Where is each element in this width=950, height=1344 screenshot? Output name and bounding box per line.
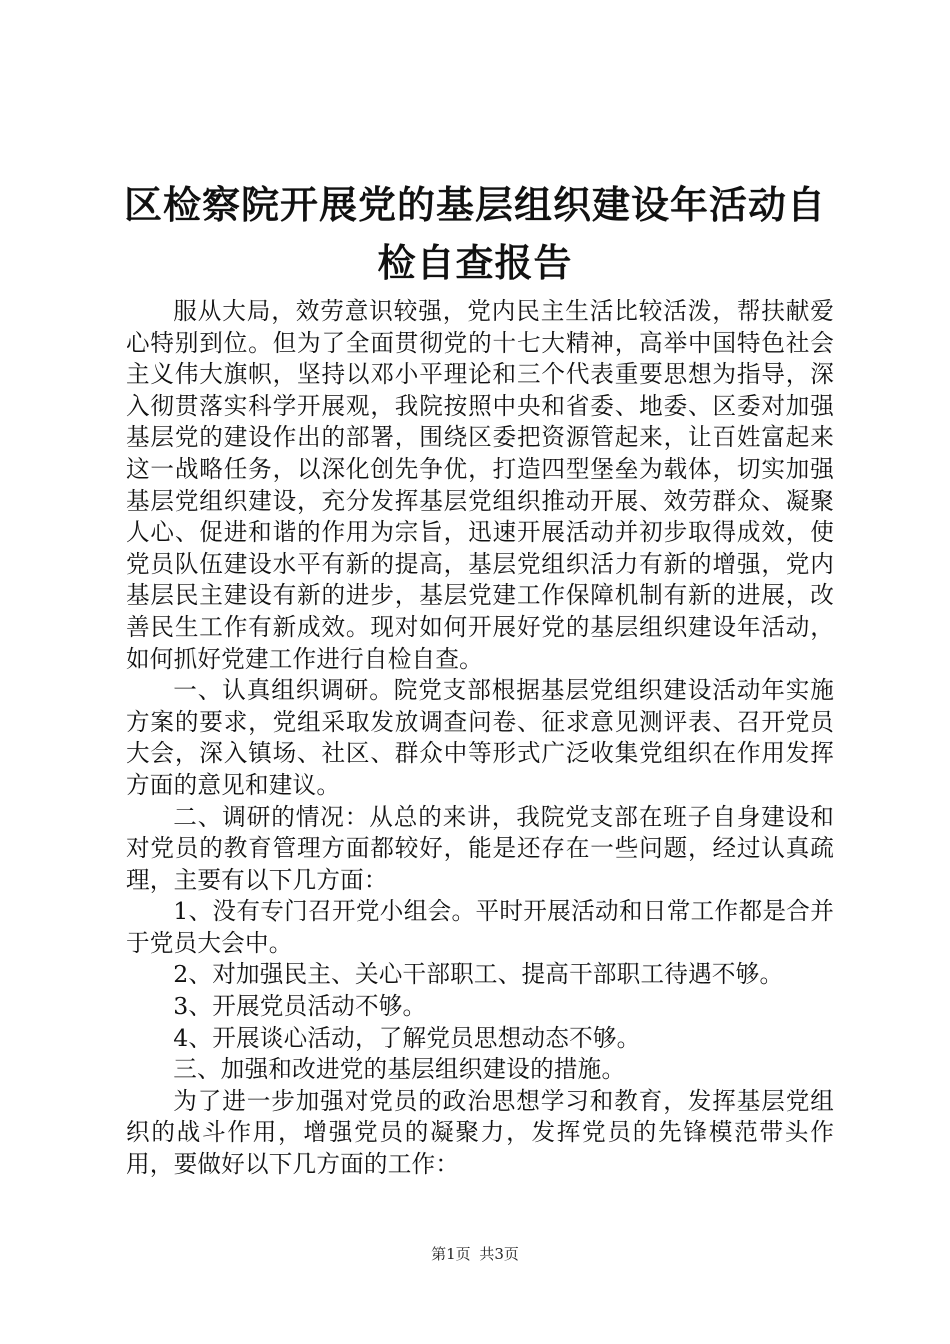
document-body [126, 296, 834, 1181]
document-title: 区检察院开展党的基层组织建设年活动自检自查报告 [123, 183, 826, 285]
paragraph-intro: 服从大局，效劳意识较强，党内民主生活比较活泼，帮扶献爱心特别到位。但为了全面贯彻党的十七大精神，高举中国特色社会主义伟大旗帜，坚持以邓小平理论和三个代表重要思想为指导，深入彻贯落实科学开展观，我院按照中央和省委、地委、区委对加强基层党的建设作出的部署，围绕区委把资源管起来，让百姓富起来这一战略任务，以深化创先争优，打造四型堡垒为载体，切实加强基层党组织建设，充分发挥基层党组织推动开展、效劳群众、凝聚人心、促进和谐的作用为宗旨，迅速开展活动并初步取得成效，使党员队伍建设水平有新的提高，基层党组织活力有新的增强，党内基层民主建设有新的进步，基层党建工作保障机制有新的进展，改善民生工作有新成效。现对如何开展好党的基层组织建设年活动，如何抓好党建工作进行自检自查。 [126, 297, 834, 673]
paragraph-item-2: 2、对加强民主、关心干部职工、提高干部职工待遇不够。 [173, 960, 784, 989]
page-footer [0, 1244, 950, 1264]
paragraph-section-1: 一、认真组织调研。院党支部根据基层党组织建设活动年实施方案的要求，党组采取发放调查问卷、征求意见测评表、召开党员大会，深入镇场、社区、群众中等形式广泛收集党组织在作用发挥方面的意见和建议。 [126, 676, 834, 799]
paragraph-measures: 为了进一步加强对党员的政治思想学习和教育，发挥基层党组织的战斗作用，增强党员的凝聚力，发挥党员的先锋模范带头作用，要做好以下几方面的工作： [126, 1086, 834, 1179]
page-total: 共3页 [479, 1245, 519, 1263]
paragraph-item-4: 4、开展谈心活动，了解党员思想动态不够。 [173, 1023, 641, 1052]
paragraph-item-3: 3、开展党员活动不够。 [173, 992, 427, 1021]
paragraph-section-2: 二、调研的情况：从总的来讲，我院党支部在班子自身建设和对党员的教育管理方面都较好，能是还存在一些问题，经过认真疏理，主要有以下几方面： [126, 802, 834, 894]
paragraph-item-1: 1、没有专门召开党小组会。平时开展活动和日常工作都是合并于党员大会中。 [126, 897, 834, 957]
page-number: 第1页 [431, 1245, 471, 1263]
paragraph-section-3: 三、加强和改进党的基层组织建设的措施。 [173, 1055, 626, 1084]
